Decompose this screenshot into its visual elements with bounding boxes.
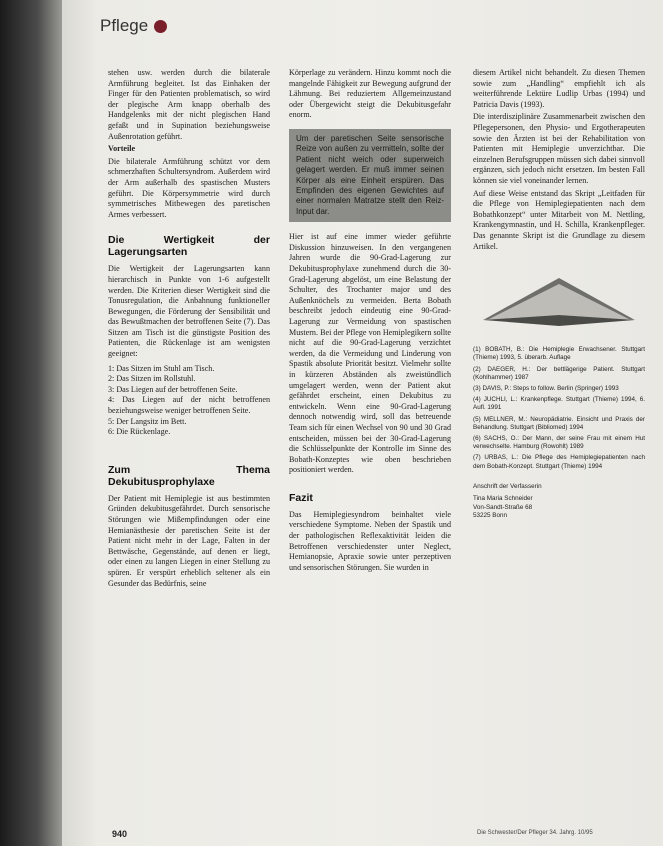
paragraph: Die interdisziplinäre Zusammenarbeit zwischen den Pflegepersonen, den Physio- und Ergotherapeuten sowie den Ärzten ist bei der Rehabilitation von Patienten mit Hemiplegie unverzichtbar. Die einzelnen Berufsgruppen müssen sich dabei sinnvoll ergänzen, sich jedoch nicht ersetzen. Im besten Fall können sie viel voneinander lernen. <box>473 112 645 185</box>
ranking-list <box>108 364 270 438</box>
section-header <box>100 16 167 36</box>
paragraph: stehen usw. werden durch die bilaterale Armführung begleitet. Ist das Einhaken der Finger für den Patienten problematisch, so wird der plegische Arm knapp oberhalb des Handgelenks mit der nicht plegischen Hand gefaßt und in Supination beziehungsweise Außenrotation geführt. <box>108 68 270 141</box>
highlight-box: Um der paretischen Seite sensorische Reize von außen zu vermitteln, sollte der Patient nicht weich oder superweich gelagert werden. Er muß immer seinen Körper als eine Einheit erspüren. Das Empfinden des eigenen Gewichtes auf einer normalen Matratze stellt den Reiz-Input dar. <box>289 129 451 222</box>
paragraph: Die bilaterale Armführung schützt vor dem schmerzhaften Schultersyndrom. Außerdem wird der Arm außerhalb des spastischen Musters geführt. Die Körpersymmetrie wird durch symmetrisches Mitbewegen des paretischen Armes verbessert. <box>108 156 270 219</box>
reference-item: (1) BOBATH, B.: Die Hemiplegie Erwachsener. Stuttgart (Thieme) 1993, 5. überarb. Auflage <box>473 346 645 362</box>
section-heading: Zum Thema Dekubitusprophylaxe <box>108 463 270 488</box>
list-item: 1: Das Sitzen im Stuhl am Tisch. <box>108 363 215 373</box>
reference-item: (6) SACHS, O.: Der Mann, der seine Frau mit einem Hut verwechselte. Hamburg (Rowohlt) 1989 <box>473 434 645 451</box>
paragraph: Der Patient mit Hemiplegie ist aus bestimmten Gründen dekubitusgefährdet. Durch sensorische Störungen wie Mißempfindungen oder eine Hemianästhesie der paretischen Seite ist der Patient nicht mehr in der Lage, Falten in der Bettwäsche, Gegenstände, auf denen er liegt, oder einen zu langen Liegen in einer Stellung zu spüren. Er verspürt erheblich seltener als ein Gesunder das Bedürfnis, seine <box>108 493 270 588</box>
reference-item: (2) DAEGER, H.: Der bettlägerige Patient. Stuttgart (Kohlhammer) 1987 <box>473 365 645 381</box>
book-illustration <box>473 260 645 338</box>
book-spine <box>0 0 62 846</box>
paragraph: Körperlage zu verändern. Hinzu kommt noch die mangelnde Fähigkeit zur Bewegung aufgrund der Lähmung. Bei reduziertem Allgemeinzustand oder Übergewicht steigt die Dekubitusgefahr enorm. <box>289 68 451 120</box>
column-1 <box>108 68 270 591</box>
page-number: 940 <box>112 829 128 839</box>
list-item: 2: Das Sitzen im Rollstuhl. <box>108 374 196 384</box>
section-heading: Fazit <box>289 491 313 504</box>
reference-list <box>473 346 645 471</box>
list-item: 3: Das Liegen auf der betroffenen Seite. <box>108 384 238 394</box>
paragraph: Hier ist auf eine immer wieder geführte Diskussion hinzuweisen. In den vergangenen Jahren wurde die 90-Grad-Lagerung zur Dekubitusprophylaxe zunehmend durch die 30-Grad-Lagerung abgelöst, um eine Belastung der Schulter, des Trochanter major und des Außenknöchels zu vermeiden. Berta Bobath beschreibt jedoch eindeutig eine 90-Grad-Lagerung zur Vermeidung von spastischen Mustern. Bei der Pflege von Hemiplegikern sollte nicht auf die 90-Grad-Lagerung verzichtet werden, da die Vermeidung und Linderung von Spastik absolute Priorität besitzt. Vielmehr sollte in kürzeren Abständen als zweistündlich umgelagert werden, wenn der Patient akut gefährdet erscheint, einen Dekubitus zu entwickeln. Wenn eine 90-Grad-Lagerung dennoch notwendig wird, soll das betreuende Team sich für einen Wechsel von 90 und 30 Grad entscheiden, müssen bei der 30-Grad-Lagerung die Schlüsselpunkte der Kontrolle im Sinne des Bobath-Konzeptes wie oben beschrieben positioniert werden. <box>289 232 451 475</box>
list-item: 5: Der Langsitz im Bett. <box>108 416 187 426</box>
list-item: 4: Das Liegen auf der nicht betroffenen beziehungsweise weniger betroffenen Seite. <box>108 395 270 416</box>
section-dot-icon <box>154 20 167 33</box>
journal-footer: Die Schwester/Der Pfleger 34. Jahrg. 10/95 <box>477 830 593 836</box>
column-3 <box>473 68 645 520</box>
address-line: 53225 Bonn <box>473 511 507 519</box>
paragraph: Auf diese Weise entstand das Skript „Leitfaden für die Pflege von Hemiplegiepatienten nach dem Bobathkonzept“ unter Mitarbeit von M. Nettling, Krankengymnastin, und H. Schilla, Krankenpfleger. Das genannte Skript ist die Grundlage zu diesem Artikel. <box>473 188 645 251</box>
list-item: 6: Die Rückenlage. <box>108 427 171 437</box>
paragraph: diesem Artikel nicht behandelt. Zu diesen Themen sowie zum „Handling“ empfiehlt ich als weiterführende Lektüre Ludlip Urbas (1994) und Patricia Davis (1993). <box>473 68 645 109</box>
address-line: Tina Maria Schneider <box>473 495 533 503</box>
reference-item: (5) MELLNER, M.: Neuropädiatrie. Einsicht und Praxis der Behandlung. Stuttgart (Bibliomed) 1994 <box>473 415 645 431</box>
section-title: Pflege <box>100 16 149 35</box>
column-2 <box>289 68 451 575</box>
paragraph: Das Hemiplegiesyndrom beinhaltet viele verschiedene Symptome. Neben der Spastik und der pathologischen Reflexaktivität leiden die Betroffenen verschiedenster unter Neglect, Hemianopsie, Apraxie sowie unter perzeptiven und sensorischen Störungen. Sie wurden in <box>289 509 451 572</box>
address-line: Von-Sandt-Straße 68 <box>473 503 533 511</box>
author-address <box>473 483 645 521</box>
reference-item: (7) URBAS, L.: Die Pflege des Hemiplegiepatienten nach dem Bobath-Konzept. Stuttgart (Thieme) 1994 <box>473 454 645 470</box>
reference-item: (4) JUCHLI, L.: Krankenpflege. Stuttgart (Thieme) 1994, 6. Aufl. 1991 <box>473 396 645 412</box>
reference-item: (3) DAVIS, P.: Steps to follow. Berlin (Springer) 1993 <box>473 384 619 392</box>
section-heading: Die Wertigkeit der Lagerungsarten <box>108 234 270 259</box>
address-heading: Anschrift der Verfasserin <box>473 482 542 490</box>
subheading-vorteile: Vorteile <box>108 144 136 154</box>
paragraph: Die Wertigkeit der Lagerungsarten kann hierarchisch in Punkte von 1-6 aufgestellt werden. Die Kriterien dieser Wertigkeit sind die Tonusregulation, die Anbahnung funktioneller Bewegungen, die Förderung der Sensibilität und das Bewußtmachen der betroffenen Seite (7). Das Sitzen am Tisch ist die günstigste Position des Patienten, die Rückenlage ist am wenigsten geeignet: <box>108 264 270 359</box>
